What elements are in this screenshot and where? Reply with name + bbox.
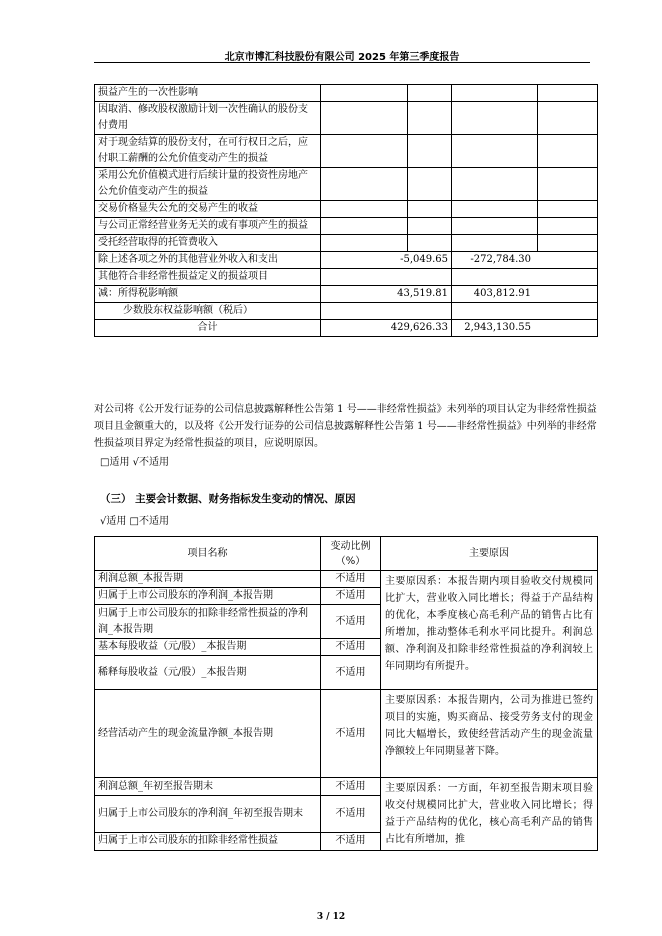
ratio-cell: 不适用: [321, 639, 381, 656]
header-reason: 主要原因: [381, 537, 598, 571]
row-item: 合计: [95, 320, 321, 337]
value-cell: [321, 235, 408, 252]
row-item: 损益产生的一次性影响: [95, 85, 321, 102]
value-cell: [321, 85, 408, 102]
page-number: 3 / 12: [316, 912, 346, 922]
row-item: 受托经营取得的托管费收入: [95, 235, 321, 252]
row-item: 利润总额_年初至报告期末: [95, 778, 321, 796]
value-cell: [452, 135, 538, 168]
value-cell: 403,812.91: [452, 286, 598, 303]
value-cell: [321, 201, 408, 218]
explanation-paragraph: 对公司将《公开发行证券的公司信息披露解释性公告第 1 号——非经常性损益》未列举的项目认定为非经常性损益项目且金额重大的，以及将《公开发行证券的公司信息披露解释性公告第 1 号——非经常性损益》中列举的非经常性损益项目界定为经常性损益的项目，应说明原因。: [94, 404, 597, 449]
page-header: 北京市博汇科技股份有限公司 2025 年第三季度报告: [224, 52, 460, 63]
table-row: [95, 102, 598, 135]
ratio-cell: 不适用: [321, 796, 381, 833]
table-row: [95, 778, 598, 796]
row-item: 少数股东权益影响额（税后）: [95, 303, 321, 320]
section-title: （三） 主要会计数据、财务指标发生变动的情况、原因: [100, 493, 356, 505]
table-row: [95, 303, 598, 320]
row-item: 基本每股收益（元/股）_本报告期: [95, 639, 321, 656]
table-row: [95, 571, 598, 588]
reason-cell: 主要原因系：本报告期内，公司为推进已签约项目的实施，购买商品、接受劳务支付的现金同比大幅增长，致使经营活动产生的现金流量净额较上年同期显著下降。: [381, 690, 598, 778]
ratio-cell: 不适用: [321, 605, 381, 639]
applicability-checkbox-1: □适用 √不适用: [100, 457, 169, 468]
row-item: 交易价格显失公允的交易产生的收益: [95, 201, 321, 218]
row-item: 除上述各项之外的其他营业外收入和支出: [95, 252, 321, 269]
table-row: [95, 690, 598, 778]
value-cell: [321, 269, 452, 286]
row-item: 经营活动产生的现金流量净额_本报告期: [95, 690, 321, 778]
row-item: 因取消、修改股权激励计划一次性确认的股份支付费用: [95, 102, 321, 135]
value-cell: [452, 303, 598, 320]
header-rule: [94, 62, 590, 63]
value-cell: [452, 235, 538, 252]
value-cell: [452, 102, 538, 135]
table-row: [95, 201, 598, 218]
key-data-change-table: [94, 536, 598, 851]
value-cell: [452, 201, 538, 218]
table-row: [95, 252, 598, 269]
table-row: [95, 218, 598, 235]
row-item: 归属于上市公司股东的扣除非经常性损益的净利润_本报告期: [95, 605, 321, 639]
value-cell: 2,943,130.55: [452, 320, 598, 337]
table-row: [95, 168, 598, 201]
ratio-cell: 不适用: [321, 690, 381, 778]
row-item: 利润总额_本报告期: [95, 571, 321, 588]
value-cell: [452, 85, 538, 102]
value-cell: [321, 168, 408, 201]
ratio-cell: 不适用: [321, 571, 381, 588]
table-header-row: [95, 537, 598, 571]
row-item: 与公司正常经营业务无关的或有事项产生的损益: [95, 218, 321, 235]
ratio-cell: 不适用: [321, 656, 381, 690]
value-cell: [321, 303, 452, 320]
table-row: [95, 85, 598, 102]
value-cell: [452, 218, 538, 235]
table-row: [95, 235, 598, 252]
applicability-checkbox-2: √适用 □不适用: [100, 516, 169, 527]
row-item: 对于现金结算的股份支付，在可行权日之后，应付职工薪酬的公允价值变动产生的损益: [95, 135, 321, 168]
header-item: 项目名称: [95, 537, 321, 571]
row-item: 归属于上市公司股东的扣除非经常性损益: [95, 832, 321, 850]
non-recurring-gains-table: [94, 84, 598, 337]
ratio-cell: 不适用: [321, 588, 381, 605]
value-cell: -272,784.30: [452, 252, 598, 269]
ratio-cell: 不适用: [321, 832, 381, 850]
row-item: 其他符合非经常性损益定义的损益项目: [95, 269, 321, 286]
header-ratio: 变动比例（%）: [321, 537, 381, 571]
row-item: 减：所得税影响额: [95, 286, 321, 303]
value-cell: 429,626.33: [321, 320, 452, 337]
reason-cell: 主要原因系：本报告期内项目验收交付规模同比扩大，营业收入同比增长；得益于产品结构的优化，本季度核心高毛利产品的销售占比有所增加，推动整体毛利水平同比提升。利润总额、净利润及扣除非经常性损益的净利润较上年同期均有所提升。: [381, 571, 598, 690]
total-row: [95, 320, 598, 337]
table-row: [95, 286, 598, 303]
row-item: 归属于上市公司股东的净利润_年初至报告期末: [95, 796, 321, 833]
row-item: 归属于上市公司股东的净利润_本报告期: [95, 588, 321, 605]
row-item: 稀释每股收益（元/股）_本报告期: [95, 656, 321, 690]
value-cell: [321, 135, 408, 168]
ratio-cell: 不适用: [321, 778, 381, 796]
value-cell: -5,049.65: [321, 252, 452, 269]
value-cell: 43,519.81: [321, 286, 452, 303]
reason-cell: 主要原因系：一方面，年初至报告期末项目验收交付规模同比扩大，营业收入同比增长；得益于产品结构的优化，核心高毛利产品的销售占比有所增加，推: [381, 778, 598, 851]
value-cell: [452, 168, 538, 201]
value-cell: [452, 269, 598, 286]
value-cell: [321, 102, 408, 135]
value-cell: [321, 218, 408, 235]
table-row: [95, 135, 598, 168]
table-row: [95, 269, 598, 286]
row-item: 采用公允价值模式进行后续计量的投资性房地产公允价值变动产生的损益: [95, 168, 321, 201]
